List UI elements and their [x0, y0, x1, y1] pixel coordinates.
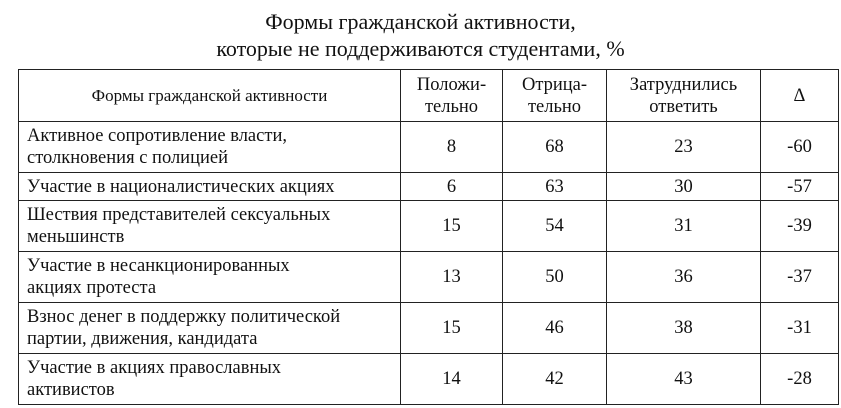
table-title — [0, 8, 841, 62]
row-undecided-cell: 30 — [607, 173, 761, 201]
table-row — [19, 354, 839, 405]
row-delta-cell: -60 — [761, 122, 839, 173]
row-form-cell — [19, 252, 401, 303]
row-negative-cell: 68 — [503, 122, 607, 173]
row-form-line: партии, движения, кандидата — [27, 329, 258, 349]
header-delta: Δ — [761, 70, 839, 122]
row-negative-cell: 46 — [503, 303, 607, 354]
table-title-line-1: Формы гражданской активности, — [265, 9, 576, 34]
row-positive-cell: 15 — [401, 201, 503, 252]
row-positive-cell: 6 — [401, 173, 503, 201]
table-row — [19, 122, 839, 173]
header-undecided-line-1: Затруднились — [629, 74, 738, 95]
row-form-cell — [19, 122, 401, 173]
row-positive-cell: 13 — [401, 252, 503, 303]
row-positive-cell: 14 — [401, 354, 503, 405]
header-negative — [503, 70, 607, 122]
header-negative-line-2: тельно — [527, 96, 582, 117]
row-delta-cell: -31 — [761, 303, 839, 354]
row-delta-cell: -57 — [761, 173, 839, 201]
row-form-line: Шествия представителей сексуальных — [27, 205, 331, 225]
header-positive — [401, 70, 503, 122]
row-form-line: Участие в несанкционированных — [27, 256, 290, 276]
row-positive-cell: 15 — [401, 303, 503, 354]
header-positive-line-2: тельно — [424, 96, 479, 117]
row-undecided-cell: 43 — [607, 354, 761, 405]
row-form-cell — [19, 201, 401, 252]
row-negative-cell: 54 — [503, 201, 607, 252]
row-form-line: Взнос денег в поддержку политической — [27, 307, 341, 327]
header-undecided — [607, 70, 761, 122]
row-form-line: столкновения с полицией — [27, 148, 228, 168]
row-undecided-cell: 36 — [607, 252, 761, 303]
row-delta-cell: -28 — [761, 354, 839, 405]
row-negative-cell: 42 — [503, 354, 607, 405]
header-negative-line-1: Отрица- — [521, 74, 588, 95]
table-title-line-2: которые не поддерживаются студентами, % — [216, 36, 625, 61]
header-forms: Формы гражданской активности — [19, 70, 401, 122]
row-form-line: акциях протеста — [27, 278, 157, 298]
row-form-cell — [19, 303, 401, 354]
table-row — [19, 201, 839, 252]
civic-activity-table — [18, 69, 839, 405]
row-undecided-cell: 38 — [607, 303, 761, 354]
row-form-cell: Участие в националистических акциях — [19, 173, 401, 201]
row-form-line: активистов — [27, 380, 115, 400]
table-row — [19, 252, 839, 303]
row-negative-cell: 50 — [503, 252, 607, 303]
row-form-line: Активное сопротивление власти, — [27, 126, 287, 146]
row-form-line: меньшинств — [27, 227, 125, 247]
header-undecided-line-2: ответить — [649, 96, 718, 117]
table-header-row — [19, 70, 839, 122]
row-undecided-cell: 31 — [607, 201, 761, 252]
table-row — [19, 303, 839, 354]
row-delta-cell: -37 — [761, 252, 839, 303]
row-delta-cell: -39 — [761, 201, 839, 252]
row-undecided-cell: 23 — [607, 122, 761, 173]
header-positive-line-1: Положи- — [416, 74, 487, 95]
row-positive-cell: 8 — [401, 122, 503, 173]
row-form-cell — [19, 354, 401, 405]
table-row — [19, 173, 839, 201]
row-form-line: Участие в акциях православных — [27, 358, 282, 378]
row-negative-cell: 63 — [503, 173, 607, 201]
